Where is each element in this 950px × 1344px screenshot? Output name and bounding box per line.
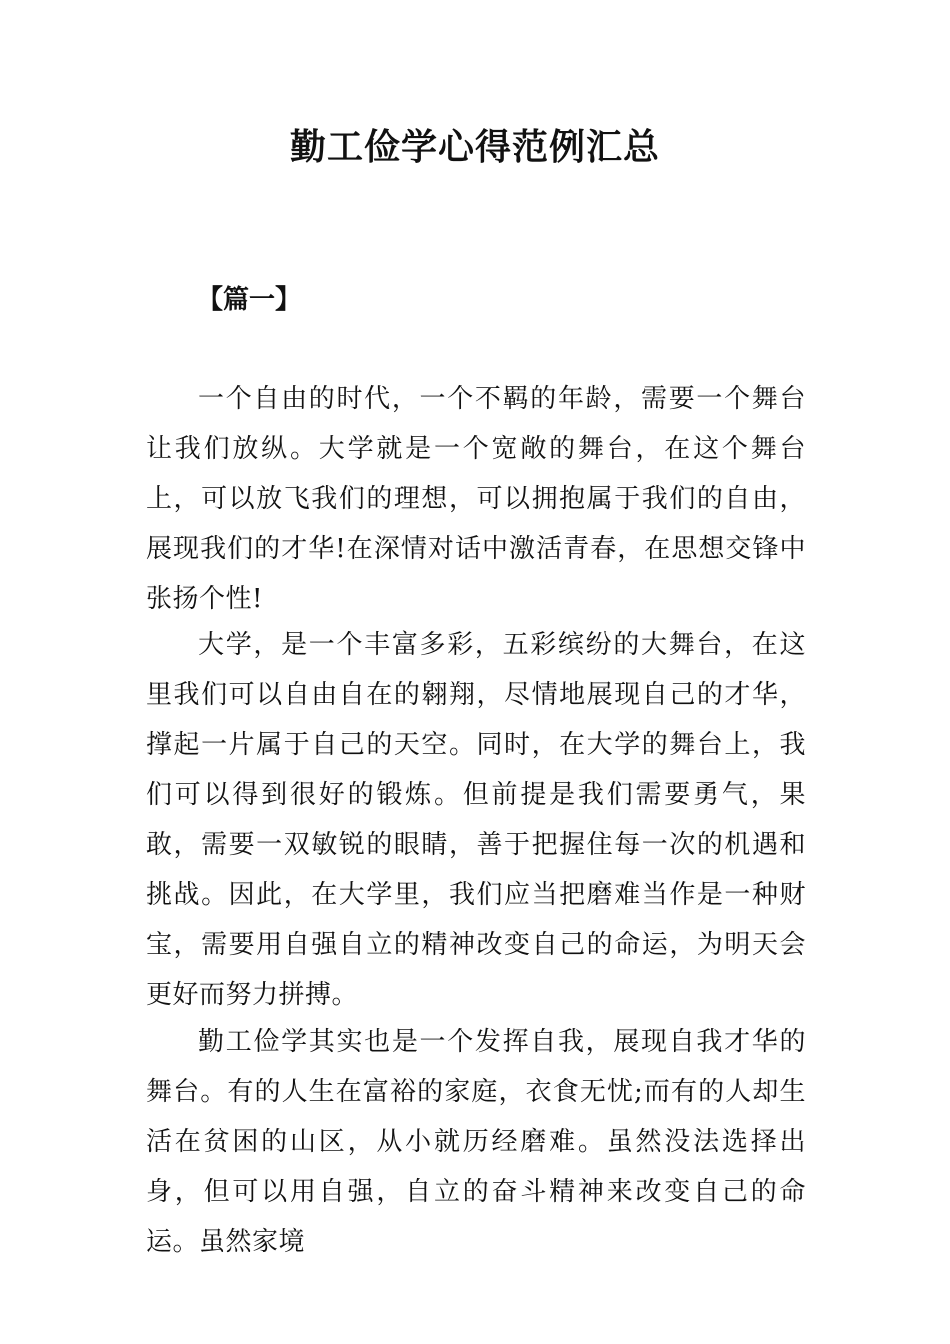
paragraph-1: 一个自由的时代，一个不羁的年龄，需要一个舞台让我们放纵。大学就是一个宽敞的舞台，在这个舞台上，可以放飞我们的理想，可以拥抱属于我们的自由，展现我们的才华!在深情对话中激活青春，在思想交锋中张扬个性!: [146, 384, 806, 614]
paragraph-3: 勤工俭学其实也是一个发挥自我，展现自我才华的舞台。有的人生在富裕的家庭，衣食无忧;而有的人却生活在贫困的山区，从小就历经磨难。虽然没法选择出身，但可以用自强，自立的奋斗精神来改变自己的命运。虽然家境: [146, 1027, 806, 1257]
paragraph-2: 大学，是一个丰富多彩，五彩缤纷的大舞台，在这里我们可以自由自在的翱翔，尽情地展现自己的才华，撑起一片属于自己的天空。同时，在大学的舞台上，我们可以得到很好的锻炼。但前提是我们需要勇气，果敢，需要一双敏锐的眼睛，善于把握住每一次的机遇和挑战。因此，在大学里，我们应当把磨难当作是一种财宝，需要用自强自立的精神改变自己的命运，为明天会更好而努力拼搏。: [146, 630, 806, 1010]
document-title: 勤工俭学心得范例汇总: [289, 127, 660, 168]
section-heading: 【篇一】: [197, 285, 302, 315]
